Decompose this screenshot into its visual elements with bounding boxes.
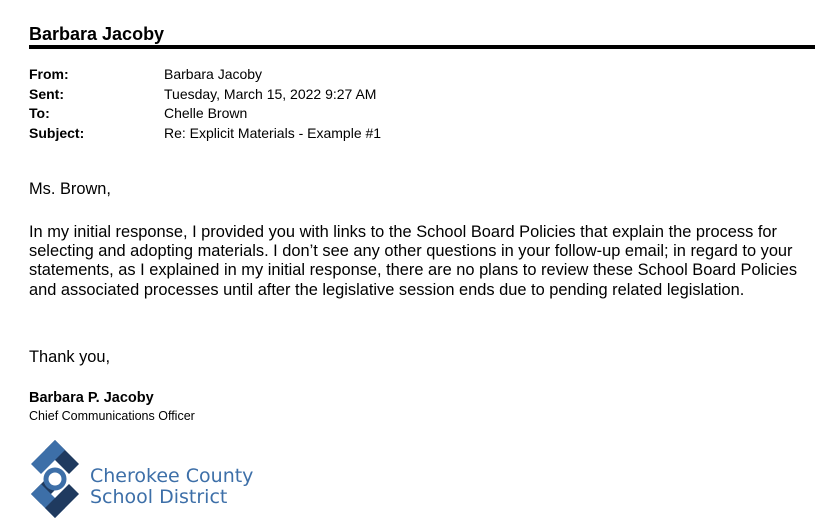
sent-label: Sent: bbox=[29, 85, 64, 102]
sent-row bbox=[29, 86, 381, 106]
to-value: Chelle Brown bbox=[164, 105, 248, 121]
subject-row bbox=[29, 125, 381, 145]
logo-line-1: Cherokee County bbox=[90, 465, 254, 487]
from-label: From: bbox=[29, 66, 69, 82]
subject-label: Subject: bbox=[29, 124, 85, 141]
logo-text bbox=[90, 466, 253, 508]
to-row bbox=[29, 105, 381, 125]
logo-line-2: School District bbox=[90, 486, 228, 508]
body-paragraph: In my initial response, I provided you with links to the School Board Policies that explain the process for selecting and adopting materials. I don’t see any other questions in your follow-up email; in regard to your statements, as I explained in my initial response, there are no plans to review these School Board Policies and associated processes until after the legislative session ends due to pending related legislation. bbox=[29, 223, 798, 299]
signature-title: Chief Communications Officer bbox=[29, 409, 195, 423]
from-value: Barbara Jacoby bbox=[164, 66, 263, 82]
signature-name: Barbara P. Jacoby bbox=[29, 390, 154, 406]
subject-value: Re: Explicit Materials - Example #1 bbox=[164, 124, 382, 141]
from-row bbox=[29, 66, 381, 86]
email-title: Barbara Jacoby bbox=[29, 24, 165, 44]
sent-value: Tuesday, March 15, 2022 9:27 AM bbox=[164, 85, 377, 102]
to-label: To: bbox=[29, 105, 50, 121]
header-rule bbox=[29, 45, 815, 49]
closing: Thank you, bbox=[29, 348, 111, 366]
email-headers bbox=[29, 66, 381, 144]
cherokee-logo-icon bbox=[29, 438, 81, 520]
greeting: Ms. Brown, bbox=[29, 180, 111, 198]
